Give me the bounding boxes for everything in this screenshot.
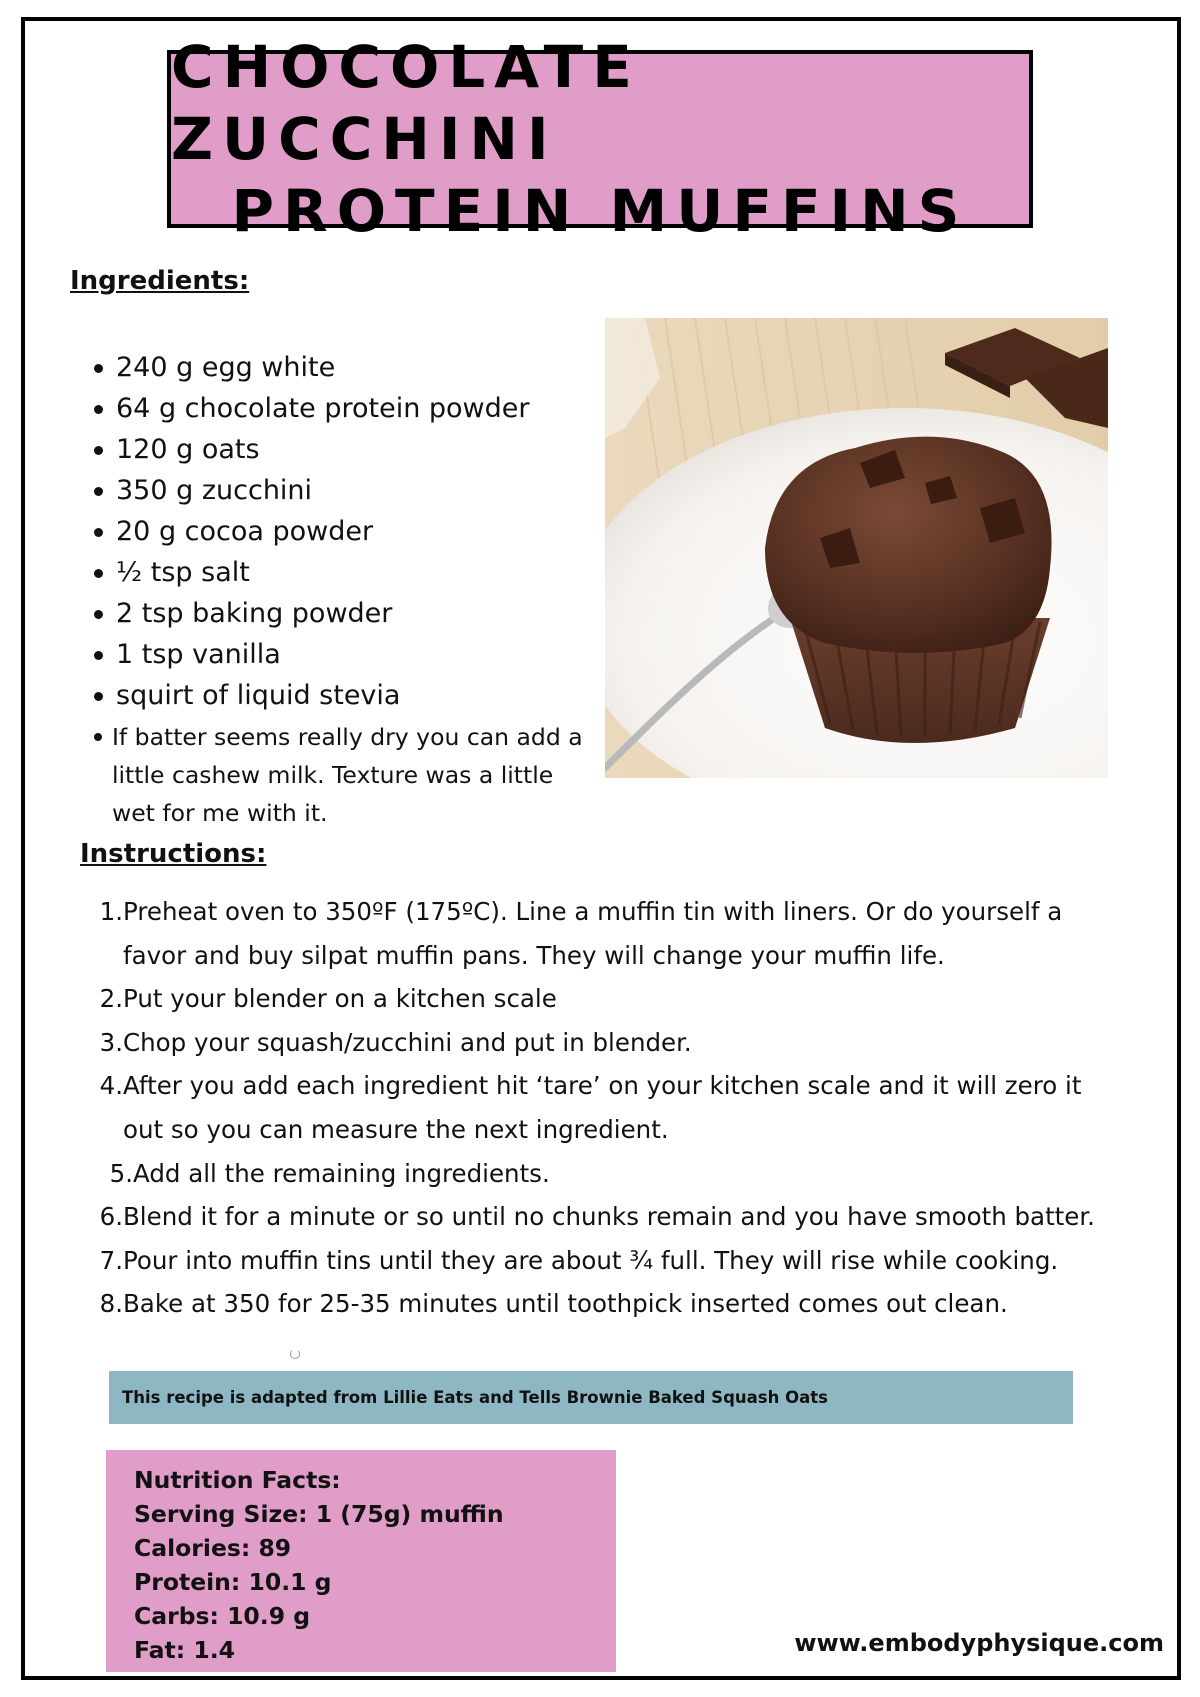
website-link[interactable]: www.embodyphysique.com bbox=[794, 1629, 1164, 1657]
step-text: Preheat oven to 350ºF (175ºC). Line a muffin tin with liners. Or do yourself a favor and buy silpat muffin pans. They will change your muffin life. bbox=[123, 897, 1063, 970]
step-number: 5. bbox=[109, 1158, 133, 1188]
instruction-step bbox=[95, 1195, 1125, 1239]
title-line-2: PROTEIN MUFFINS bbox=[231, 177, 969, 245]
step-number: 4. bbox=[99, 1071, 123, 1101]
instructions-list bbox=[95, 890, 1125, 1326]
instructions-heading: Instructions: bbox=[80, 839, 267, 869]
ingredients-heading: Ingredients: bbox=[70, 266, 250, 296]
ingredient-item: 64 g chocolate protein powder bbox=[90, 388, 600, 429]
step-number: 6. bbox=[99, 1202, 123, 1232]
ingredient-item: 120 g oats bbox=[90, 429, 600, 470]
step-number: 1. bbox=[99, 897, 123, 926]
adapted-note-text: This recipe is adapted from Lillie Eats and Tells Brownie Baked Squash Oats bbox=[122, 1388, 828, 1407]
ingredient-note: If batter seems really dry you can add a little cashew milk. Texture was a little wet for me with it. bbox=[90, 718, 600, 832]
step-text: Chop your squash/zucchini and put in blender. bbox=[123, 1027, 692, 1057]
muffin-illustration bbox=[605, 318, 1108, 778]
adapted-note-banner bbox=[109, 1371, 1073, 1424]
nutrition-fat: Fat: 1.4 bbox=[134, 1636, 235, 1664]
nutrition-calories: Calories: 89 bbox=[134, 1534, 292, 1562]
step-text: Blend it for a minute or so until no chunks remain and you have smooth batter. bbox=[123, 1202, 1095, 1232]
instruction-step bbox=[95, 1021, 1125, 1065]
ingredient-item: 1 tsp vanilla bbox=[90, 634, 600, 675]
instruction-step bbox=[95, 1239, 1125, 1283]
step-number: 2. bbox=[99, 984, 123, 1014]
step-number: 8. bbox=[99, 1289, 123, 1319]
loading-spinner-icon bbox=[290, 1349, 300, 1359]
ingredient-item: 2 tsp baking powder bbox=[90, 593, 600, 634]
nutrition-protein: Protein: 10.1 g bbox=[134, 1568, 332, 1596]
muffin-photo bbox=[605, 318, 1108, 778]
ingredient-item: 350 g zucchini bbox=[90, 470, 600, 511]
step-text: Put your blender on a kitchen scale bbox=[123, 984, 557, 1014]
nutrition-facts-box bbox=[106, 1450, 616, 1672]
ingredient-item: 20 g cocoa powder bbox=[90, 511, 600, 552]
title-line-1: CHOCOLATE ZUCCHINI bbox=[171, 33, 641, 173]
step-text: Bake at 350 for 25-35 minutes until toothpick inserted comes out clean. bbox=[123, 1289, 1008, 1319]
instruction-step bbox=[95, 1064, 1125, 1151]
instruction-step bbox=[95, 1152, 1125, 1196]
ingredient-item: ½ tsp salt bbox=[90, 552, 600, 593]
instruction-step bbox=[95, 977, 1125, 1021]
title-banner bbox=[167, 33, 1033, 245]
ingredient-item: squirt of liquid stevia bbox=[90, 675, 600, 716]
instruction-step bbox=[95, 890, 1125, 977]
step-text: Add all the remaining ingredients. bbox=[133, 1158, 550, 1188]
instruction-step bbox=[95, 1282, 1125, 1326]
step-number: 7. bbox=[99, 1245, 123, 1275]
nutrition-heading: Nutrition Facts: bbox=[134, 1466, 341, 1494]
nutrition-carbs: Carbs: 10.9 g bbox=[134, 1602, 311, 1630]
step-number: 3. bbox=[99, 1027, 123, 1057]
step-text: After you add each ingredient hit ‘tare’ on your kitchen scale and it will zero it out so you can measure the next ingredient. bbox=[123, 1071, 1082, 1144]
step-text: Pour into muffin tins until they are about ¾ full. They will rise while cooking. bbox=[123, 1245, 1059, 1275]
ingredient-item: 240 g egg white bbox=[90, 347, 600, 388]
ingredients-list bbox=[90, 347, 600, 832]
nutrition-serving: Serving Size: 1 (75g) muffin bbox=[134, 1500, 504, 1528]
